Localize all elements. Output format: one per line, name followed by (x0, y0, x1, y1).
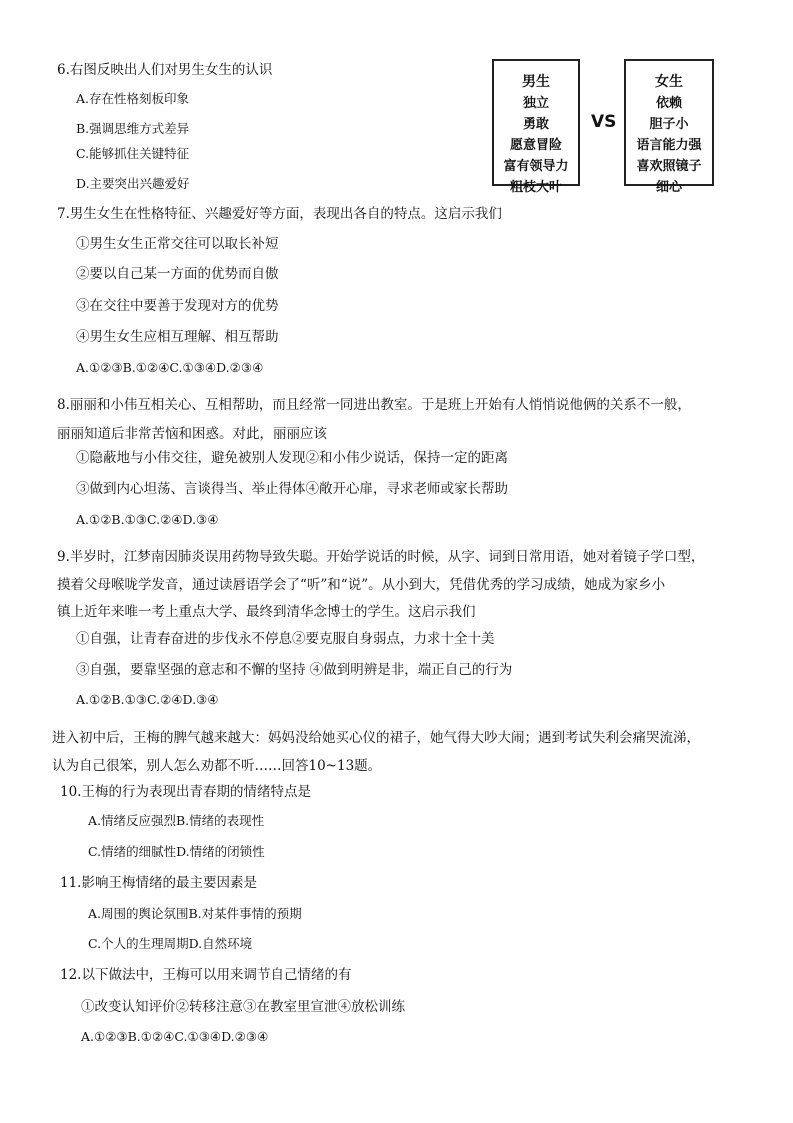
boys-trait: 勇敢 (522, 117, 549, 132)
q6-option-a: A.存在性格刻板印象 (76, 91, 190, 106)
q12-answers: A.①②③B.①②④C.①③④D.②③④ (81, 1029, 269, 1044)
q7-stem: 7.男生女生在性格特征、兴趣爱好等方面，表现出各自的特点。这启示我们 (57, 206, 502, 222)
figure-boys-box (492, 59, 580, 195)
q8-answers: A.①②B.①③C.②④D.③④ (76, 512, 219, 527)
q7-answers: A.①②③B.①②④C.①③④D.②③④ (76, 360, 264, 375)
q7-item: ④男生女生应相互理解、相互帮助 (76, 329, 279, 345)
q7-item: ③在交往中要善于发现对方的优势 (76, 298, 279, 314)
q9-item: ③自强，要靠坚强的意志和不懈的坚持 ④做到明辨是非，端正自己的行为 (76, 662, 513, 678)
q7-item: ①男生女生正常交往可以取长补短 (76, 236, 279, 252)
q9-stem-line: 镇上近年来唯一考上重点大学、最终到清华念博士的学生。这启示我们 (57, 604, 476, 620)
girls-trait: 喜欢照镜子 (636, 159, 702, 174)
q12-stem: 12.以下做法中，王梅可以用来调节自己情绪的有 (60, 967, 352, 983)
vs-label: VS (591, 112, 617, 132)
q10-options-row: C.情绪的细腻性D.情绪的闭锁性 (88, 844, 265, 859)
q9-stem-line: 摸着父母喉咙学发音，通过读唇语学会了“听”和“说”。从小到大，凭借优秀的学习成绩，她成为家乡小 (57, 577, 666, 593)
passage-line: 认为自己很笨，别人怎么劝都不听……回答10~13题。 (52, 758, 382, 774)
boys-trait: 富有领导力 (503, 159, 569, 174)
q6-stem: 6.右图反映出人们对男生女生的认识 (57, 62, 273, 78)
q6-option-c: C.能够抓住关键特征 (76, 146, 190, 161)
boys-trait: 愿意冒险 (509, 138, 562, 153)
q10-options-row: A.情绪反应强烈B.情绪的表现性 (88, 813, 265, 828)
boys-trait: 粗枝大叶 (509, 180, 562, 195)
q8-stem-line: 丽丽知道后非常苦恼和困惑。对此，丽丽应该 (57, 426, 327, 442)
passage-line: 进入初中后，王梅的脾气越来越大：妈妈没给她买心仪的裙子，她气得大吵大闹；遇到考试失利会痛哭流涕， (52, 730, 700, 746)
q8-stem-line: 8.丽丽和小伟互相关心、互相帮助，而且经常一同进出教室。于是班上开始有人悄悄说他俩的关系不一般， (57, 397, 691, 413)
q11-stem: 11.影响王梅情绪的最主要因素是 (60, 875, 257, 891)
figure-girls-box (624, 59, 714, 195)
q9-item: ①自强，让青春奋进的步伐永不停息②要克服自身弱点，力求十全十美 (76, 631, 495, 647)
girls-trait: 细心 (655, 180, 682, 195)
boys-title: 男生 (522, 74, 550, 90)
q10-stem: 10.王梅的行为表现出青春期的情绪特点是 (60, 784, 311, 800)
girls-trait: 语言能力强 (636, 138, 702, 153)
boys-trait: 独立 (522, 96, 549, 111)
girls-trait: 胆子小 (649, 117, 689, 132)
q8-item: ①隐蔽地与小伟交往，避免被别人发现②和小伟少说话，保持一定的距离 (76, 450, 508, 466)
q12-items: ①改变认知评价②转移注意③在教室里宣泄④放松训练 (81, 999, 405, 1015)
girls-title: 女生 (655, 74, 683, 90)
q9-answers: A.①②B.①③C.②④D.③④ (76, 692, 219, 707)
q8-item: ③做到内心坦荡、言谈得当、举止得体④敞开心扉，寻求老师或家长帮助 (76, 481, 508, 497)
q11-options-row: C.个人的生理周期D.自然环境 (88, 936, 253, 951)
q6-option-b: B.强调思维方式差异 (76, 121, 190, 136)
q9-stem-line: 9.半岁时，江梦南因肺炎误用药物导致失聪。开始学说话的时候，从字、词到日常用语，她对着镜子学口型， (57, 549, 705, 565)
girls-trait: 依赖 (655, 96, 682, 111)
q7-item: ②要以自己某一方面的优势而自傲 (76, 266, 279, 282)
q11-options-row: A.周围的舆论氛围B.对某件事情的预期 (88, 906, 302, 921)
q6-option-d: D.主要突出兴趣爱好 (76, 176, 190, 191)
